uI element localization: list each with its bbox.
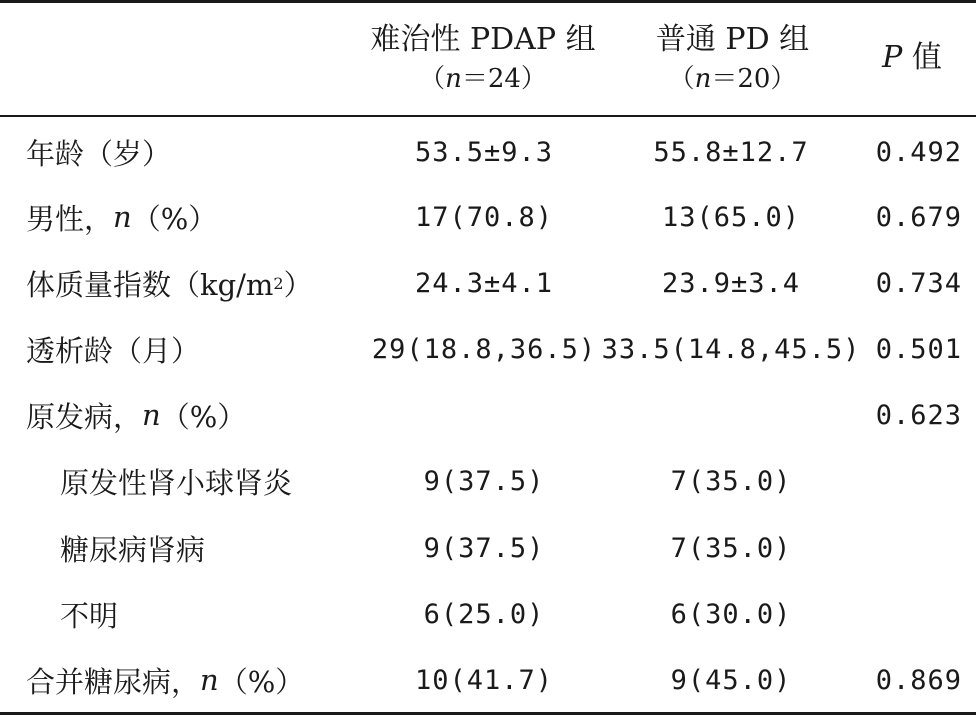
row-label-tail: （%）	[131, 201, 218, 236]
row-label-superscript: 2	[273, 273, 284, 293]
row-label	[26, 185, 366, 249]
row-label	[60, 516, 400, 580]
table-row	[0, 317, 976, 381]
row-label	[26, 383, 366, 447]
header-group2-n-var: n	[694, 63, 712, 94]
row-label-text: 合并糖尿病，	[26, 664, 201, 699]
header-group2-n	[669, 61, 797, 97]
row-label-var: n	[142, 398, 161, 432]
row-label-var: n	[200, 663, 219, 697]
row-label-var: n	[113, 200, 132, 234]
row-label	[60, 449, 400, 513]
row-group2-value: 7(35.0)	[670, 532, 792, 564]
table-header	[0, 0, 976, 115]
row-label	[26, 648, 366, 712]
row-label	[60, 582, 400, 646]
row-label-text: 糖尿病肾病	[60, 532, 206, 567]
table-row	[0, 582, 976, 646]
row-group1-value: 17(70.8)	[414, 201, 554, 233]
row-p-value	[858, 516, 962, 580]
row-label-text: 年龄（岁）	[26, 136, 172, 171]
row-label-tail: （%）	[218, 664, 305, 699]
row-label-text: 不明	[60, 598, 119, 633]
row-group2-value: 33.5(14.8,45.5)	[601, 333, 861, 365]
row-group1-value: 10(41.7)	[414, 664, 554, 696]
header-group1-n-var: n	[445, 63, 462, 94]
table-row	[0, 648, 976, 712]
row-label	[26, 251, 366, 315]
table-header-rule	[0, 115, 976, 117]
table-bottom-rule	[0, 712, 976, 715]
row-p-value	[858, 582, 962, 646]
header-group1-n-open: （	[419, 63, 446, 94]
row-group2-value: 7(35.0)	[670, 465, 792, 497]
row-group1-value: 6(25.0)	[423, 598, 545, 630]
row-p-value: 0.734	[875, 267, 962, 299]
header-group1-n-value: ＝24）	[461, 63, 547, 94]
row-label	[26, 120, 366, 184]
row-group1-value: 24.3±4.1	[414, 267, 554, 299]
header-group1	[358, 0, 608, 115]
row-group2-value: 23.9±3.4	[661, 267, 801, 299]
row-p-value	[858, 449, 962, 513]
header-group1-n	[419, 61, 547, 97]
header-group2-n-open: （	[668, 63, 695, 94]
row-label-text: 男性，	[26, 201, 114, 236]
header-p-value	[862, 0, 962, 115]
table-row	[0, 120, 976, 184]
header-group2	[610, 0, 855, 115]
row-label-text: 原发病，	[26, 399, 143, 434]
row-group2-value: 55.8±12.7	[653, 136, 809, 168]
row-group2-value: 6(30.0)	[670, 598, 792, 630]
row-label-tail: （%）	[160, 399, 247, 434]
header-p-label	[882, 37, 942, 79]
row-label-close: ）	[283, 267, 313, 302]
table-row	[0, 449, 976, 513]
row-label-text: 体质量指数（kg/m	[26, 267, 274, 302]
row-p-value: 0.492	[875, 136, 962, 168]
table-row	[0, 251, 976, 315]
row-p-value: 0.501	[875, 333, 962, 365]
row-p-value: 0.623	[875, 399, 962, 431]
header-p-symbol: P	[882, 39, 903, 75]
row-group1-value: 29(18.8,36.5)	[371, 333, 597, 365]
header-group1-name: 难治性 PDAP 组	[370, 21, 596, 57]
row-group1-value: 9(37.5)	[423, 532, 545, 564]
row-label-text: 原发性肾小球肾炎	[60, 465, 293, 500]
table-row	[0, 516, 976, 580]
row-group2-value: 13(65.0)	[661, 201, 801, 233]
table-row	[0, 185, 976, 249]
header-group2-n-value: ＝20）	[711, 63, 797, 94]
row-label	[26, 317, 366, 381]
row-group1-value: 53.5±9.3	[414, 136, 554, 168]
row-p-value: 0.679	[875, 201, 962, 233]
row-p-value: 0.869	[875, 664, 962, 696]
row-label-text: 透析龄（月）	[26, 333, 201, 368]
row-group2-value: 9(45.0)	[670, 664, 792, 696]
header-p-text: 值	[902, 39, 942, 75]
row-group2-value	[606, 383, 856, 447]
header-group2-name: 普通 PD 组	[655, 21, 810, 57]
table-row	[0, 383, 976, 447]
row-group1-value	[360, 383, 608, 447]
row-group1-value: 9(37.5)	[423, 465, 545, 497]
